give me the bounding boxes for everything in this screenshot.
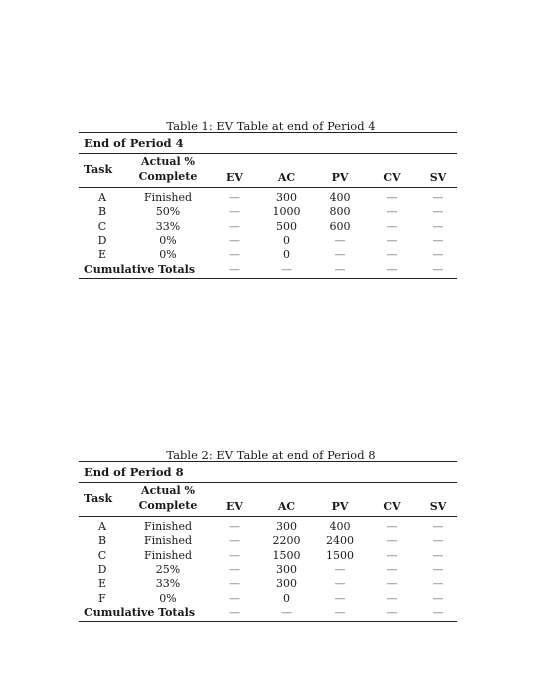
- cell-pv: 2400: [326, 534, 354, 548]
- cell-cv: —: [386, 191, 398, 205]
- cell-ac: 300: [276, 577, 297, 591]
- header-ac: AC: [277, 171, 296, 184]
- cell-cv: —: [386, 577, 398, 591]
- cell-ac: 300: [276, 520, 297, 534]
- cell-complete: 0%: [159, 234, 177, 248]
- header-sv: SV: [429, 500, 447, 513]
- cell-cv: —: [386, 548, 398, 562]
- period-label: End of Period 4: [84, 136, 184, 150]
- period-label: End of Period 8: [84, 465, 184, 479]
- table-body: [79, 132, 457, 279]
- cell-task: B: [97, 534, 107, 548]
- cell-sv: —: [432, 563, 444, 577]
- cell-ac: 300: [276, 191, 297, 205]
- table-row: [79, 563, 457, 577]
- totals-label: Cumulative Totals: [84, 262, 196, 276]
- table-body: [79, 461, 457, 622]
- header-actual-complete: [125, 154, 211, 188]
- total-ac: —: [281, 262, 292, 276]
- header-task: Task: [84, 162, 113, 176]
- table-row: [79, 549, 457, 563]
- table-row: [79, 188, 457, 206]
- cell-cv: —: [386, 205, 398, 219]
- header-ac: AC: [277, 500, 296, 513]
- total-ev: —: [229, 606, 240, 620]
- cell-cv: —: [386, 520, 398, 534]
- cell-cv: —: [386, 534, 398, 548]
- table-row: [79, 534, 457, 548]
- cell-ev: —: [229, 534, 240, 548]
- cell-pv: —: [334, 248, 346, 262]
- total-sv: —: [432, 606, 444, 620]
- header-actual-line2: Complete: [138, 499, 198, 512]
- cell-task: C: [97, 548, 107, 562]
- cell-task: C: [97, 219, 107, 233]
- header-ev: EV: [226, 171, 243, 184]
- cell-task: A: [98, 191, 106, 205]
- total-ac: —: [281, 606, 292, 620]
- cell-task: E: [97, 577, 107, 591]
- cell-ac: 300: [276, 563, 297, 577]
- cell-ev: —: [229, 563, 240, 577]
- cell-ev: —: [229, 234, 240, 248]
- cell-pv: —: [334, 234, 346, 248]
- cell-sv: —: [432, 248, 444, 262]
- cell-sv: —: [432, 520, 444, 534]
- totals-row: [79, 606, 457, 622]
- header-pv: PV: [331, 171, 349, 184]
- total-pv: —: [334, 606, 346, 620]
- cell-complete: 0%: [159, 248, 177, 262]
- header-actual-line1: Actual %: [141, 155, 195, 168]
- cell-complete: Finished: [143, 534, 193, 548]
- table-row: [79, 577, 457, 591]
- header-ev: EV: [226, 500, 243, 513]
- header-pv: PV: [331, 500, 349, 513]
- cell-ac: 0: [283, 234, 290, 248]
- cell-pv: 400: [329, 520, 351, 534]
- header-cv: CV: [383, 500, 401, 513]
- cell-pv: 800: [329, 205, 351, 219]
- cell-task: D: [97, 234, 107, 248]
- cell-sv: —: [432, 577, 444, 591]
- cell-ev: —: [229, 205, 240, 219]
- cell-complete: 50%: [155, 205, 181, 219]
- cell-ac: 2200: [272, 534, 301, 548]
- cell-pv: 600: [329, 219, 351, 233]
- cell-ac: 1500: [272, 548, 301, 562]
- table-row: [79, 220, 457, 234]
- cell-pv: 400: [329, 191, 351, 205]
- header-task: Task: [84, 491, 113, 505]
- cell-complete: 25%: [155, 563, 181, 577]
- total-cv: —: [386, 606, 398, 620]
- total-cv: —: [386, 262, 398, 276]
- cell-ac: 1000: [272, 205, 301, 219]
- cell-pv: —: [334, 577, 346, 591]
- totals-row: [79, 262, 457, 278]
- cell-sv: —: [432, 548, 444, 562]
- cell-pv: —: [334, 591, 346, 605]
- cell-ev: —: [229, 191, 240, 205]
- cell-cv: —: [386, 591, 398, 605]
- cell-cv: —: [386, 234, 398, 248]
- cell-complete: 33%: [155, 219, 181, 233]
- cell-pv: 1500: [326, 548, 354, 562]
- cell-cv: —: [386, 248, 398, 262]
- cell-ev: —: [229, 548, 240, 562]
- total-sv: —: [432, 262, 444, 276]
- cell-cv: —: [386, 563, 398, 577]
- ev-table-period-8: [79, 449, 457, 622]
- table-row: [79, 591, 457, 605]
- cell-sv: —: [432, 191, 444, 205]
- table-row: [79, 517, 457, 535]
- cell-ev: —: [229, 248, 240, 262]
- table-row: [79, 248, 457, 262]
- header-cv: CV: [383, 171, 401, 184]
- cell-complete: 0%: [159, 591, 177, 605]
- totals-label: Cumulative Totals: [84, 606, 196, 620]
- cell-ev: —: [229, 591, 240, 605]
- cell-sv: —: [432, 219, 444, 233]
- cell-ev: —: [229, 520, 240, 534]
- header-sv: SV: [429, 171, 447, 184]
- cell-pv: —: [334, 563, 346, 577]
- header-actual-line2: Complete: [138, 170, 198, 183]
- ev-table-period-4: [79, 120, 457, 279]
- cell-ev: —: [229, 577, 240, 591]
- cell-sv: —: [432, 234, 444, 248]
- cell-ac: 500: [276, 219, 297, 233]
- header-actual-line1: Actual %: [141, 484, 195, 497]
- cell-task: B: [97, 205, 107, 219]
- cell-complete: 33%: [155, 577, 181, 591]
- cell-sv: —: [432, 205, 444, 219]
- table-row: [79, 205, 457, 219]
- header-actual-complete: [125, 483, 211, 517]
- cell-complete: Finished: [143, 520, 193, 534]
- cell-complete: Finished: [143, 191, 193, 205]
- cell-task: D: [97, 563, 107, 577]
- table-row: [79, 234, 457, 248]
- cell-complete: Finished: [143, 548, 193, 562]
- cell-task: E: [97, 248, 107, 262]
- cell-sv: —: [432, 591, 444, 605]
- cell-ac: 0: [283, 248, 290, 262]
- cell-sv: —: [432, 534, 444, 548]
- cell-task: F: [98, 591, 106, 605]
- cell-ev: —: [229, 219, 240, 233]
- table-caption: Table 2: EV Table at end of Period 8: [166, 448, 376, 462]
- cell-cv: —: [386, 219, 398, 233]
- table-caption: Table 1: EV Table at end of Period 4: [166, 119, 376, 133]
- cell-task: A: [98, 520, 106, 534]
- total-pv: —: [334, 262, 346, 276]
- cell-ac: 0: [283, 591, 290, 605]
- total-ev: —: [229, 262, 240, 276]
